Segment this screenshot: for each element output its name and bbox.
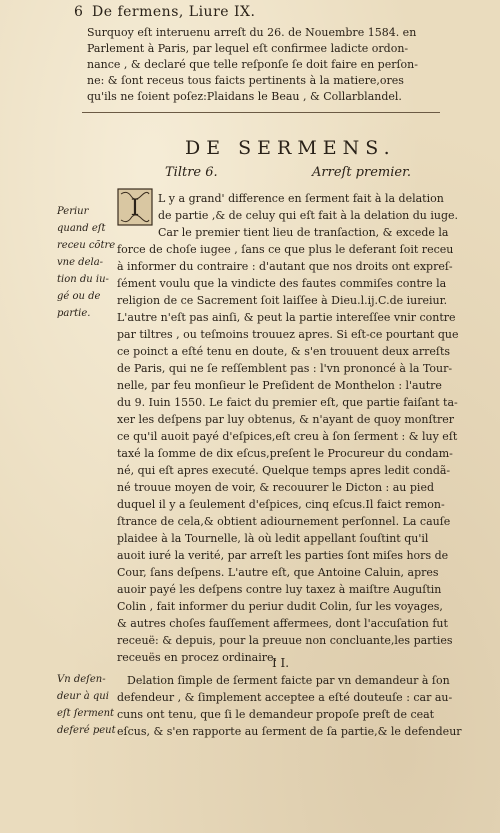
text-line: L'autre n'eſt pas ainſi, & peut la partie intereſſee vnir contre xyxy=(117,311,456,324)
text-line: Delation ſimple de ſerment faicte par vn demandeur à ſon xyxy=(127,674,450,687)
text-line: force de choſe iugee , ſans ce que plus le deferant ſoit receu xyxy=(117,243,454,256)
text-line: auoit iuré la verité, par arreſt les parties ſont miſes hors de xyxy=(117,549,449,562)
text-line: cuns ont tenu, que ſi le demandeur propoſe preſt de ceat xyxy=(117,708,435,721)
text-line: L y a grand' difference en ſerment fait à la delation xyxy=(158,192,444,205)
text-line: de Paris, qui ne ſe reſſemblent pas : l'vn prononcé à la Tour- xyxy=(117,362,453,375)
text-line: nance , & declaré que telle reſponſe ſe doit faire en perſon- xyxy=(87,58,418,71)
title-number: Tiltre 6. xyxy=(165,165,218,180)
section-heading: DE SERMENS. xyxy=(185,137,396,159)
text-line: ſtrance de cela,& obtient adiournement perſonnel. La cauſe xyxy=(117,515,451,528)
text-line: ne: & ſont receus tous faicts pertinents à la matiere,ores xyxy=(87,74,404,87)
margin-note-line: receu cõtre xyxy=(57,240,116,251)
section-number: I I. xyxy=(272,656,290,670)
running-title: De fermens, Liure IX. xyxy=(92,4,256,20)
text-line: plaidee à la Tournelle, là où ledit appellant ſouſtint qu'il xyxy=(117,532,429,545)
margin-note-line: deur à qui xyxy=(57,691,109,702)
text-line: qu'ils ne ſoient poſez:Plaidans le Beau , & Collarblandel. xyxy=(87,90,402,103)
text-line: Surquoy eſt interuenu arreſt du 26. de Nouembre 1584. en xyxy=(87,26,417,39)
text-line: à informer du contraire : d'autant que nos droits ont expreſ- xyxy=(117,260,453,273)
arrest-title: Arreſt premier. xyxy=(312,165,412,180)
text-line: Car le premier tient lieu de tranſaction, & excede la xyxy=(158,226,449,239)
text-line: de partie ,& de celuy qui eſt fait à la delation du iuge. xyxy=(158,209,459,222)
text-line: Colin , fait informer du periur dudit Colin, ſur les voyages, xyxy=(117,600,443,613)
margin-note-line: deferé peut xyxy=(57,725,116,736)
margin-note-line: tion du iu- xyxy=(57,274,109,285)
svg-text:I: I xyxy=(130,196,140,221)
divider-rule xyxy=(82,112,440,113)
text-line: né trouue moyen de voir, & recouurer le Dicton : au pied xyxy=(117,481,435,494)
text-line: eſcus, & s'en rapporte au ſerment de ſa partie,& le defendeur xyxy=(117,725,462,738)
text-line: auoir payé les deſpens contre luy taxez à maiſtre Auguſtin xyxy=(117,583,442,596)
text-line: xer les deſpens par luy obtenus, & n'ayant de quoy monſtrer xyxy=(117,413,454,426)
text-line: & autres choſes fauſſement affermees, dont l'accuſation fut xyxy=(117,617,448,630)
margin-note-line: eſt ſerment xyxy=(57,708,115,719)
ornamental-initial-icon xyxy=(117,188,153,226)
margin-note-line: quand eſt xyxy=(57,223,106,234)
margin-note-line: Vn deſen- xyxy=(57,674,106,685)
text-line: defendeur , & ſimplement acceptee a eſté douteuſe : car au- xyxy=(117,691,453,704)
text-line: receuë: & depuis, pour la preuue non concluante,les parties xyxy=(117,634,453,647)
text-line: taxé la ſomme de dix eſcus,preſent le Procureur du condam- xyxy=(117,447,453,460)
text-line: ce poinct a eſté tenu en doute, & s'en trouuent deux arreſts xyxy=(117,345,451,358)
page-number: 6 xyxy=(74,4,83,20)
text-line: religion de ce Sacrement ſoit laiſſee à Dieu.l.ij.C.de iureiur. xyxy=(117,294,448,307)
text-line: nelle, par feu monſieur le Preſident de Monthelon : l'autre xyxy=(117,379,442,392)
margin-note-line: partie. xyxy=(57,308,91,319)
text-line: né, qui eſt apres executé. Quelque temps apres ledit condã- xyxy=(117,464,451,477)
margin-note-line: Periur xyxy=(57,206,89,217)
text-line: duquel il y a ſeulement d'eſpices, cinq eſcus.Il faict remon- xyxy=(117,498,445,511)
text-line: ſément voulu que la vindicte des fautes commiſes contre la xyxy=(117,277,447,290)
text-line: par tiltres , ou teſmoins trouuez apres. Si eſt-ce pourtant que xyxy=(117,328,459,341)
text-line: du 9. Iuin 1550. Le faict du premier eſt, que partie faiſant ta- xyxy=(117,396,458,409)
text-line: Cour, ſans deſpens. L'autre eſt, que Antoine Caluin, apres xyxy=(117,566,439,579)
text-line: ce qu'il auoit payé d'eſpices,eſt creu à ſon ſerment : & luy eſt xyxy=(117,430,458,443)
margin-note-line: gé ou de xyxy=(57,291,101,302)
text-line: Parlement à Paris, par lequel eſt confirmee ladicte ordon- xyxy=(87,42,409,55)
text-line: receuës en procez ordinaire. xyxy=(117,651,278,664)
margin-note-line: vne dela- xyxy=(57,257,104,268)
